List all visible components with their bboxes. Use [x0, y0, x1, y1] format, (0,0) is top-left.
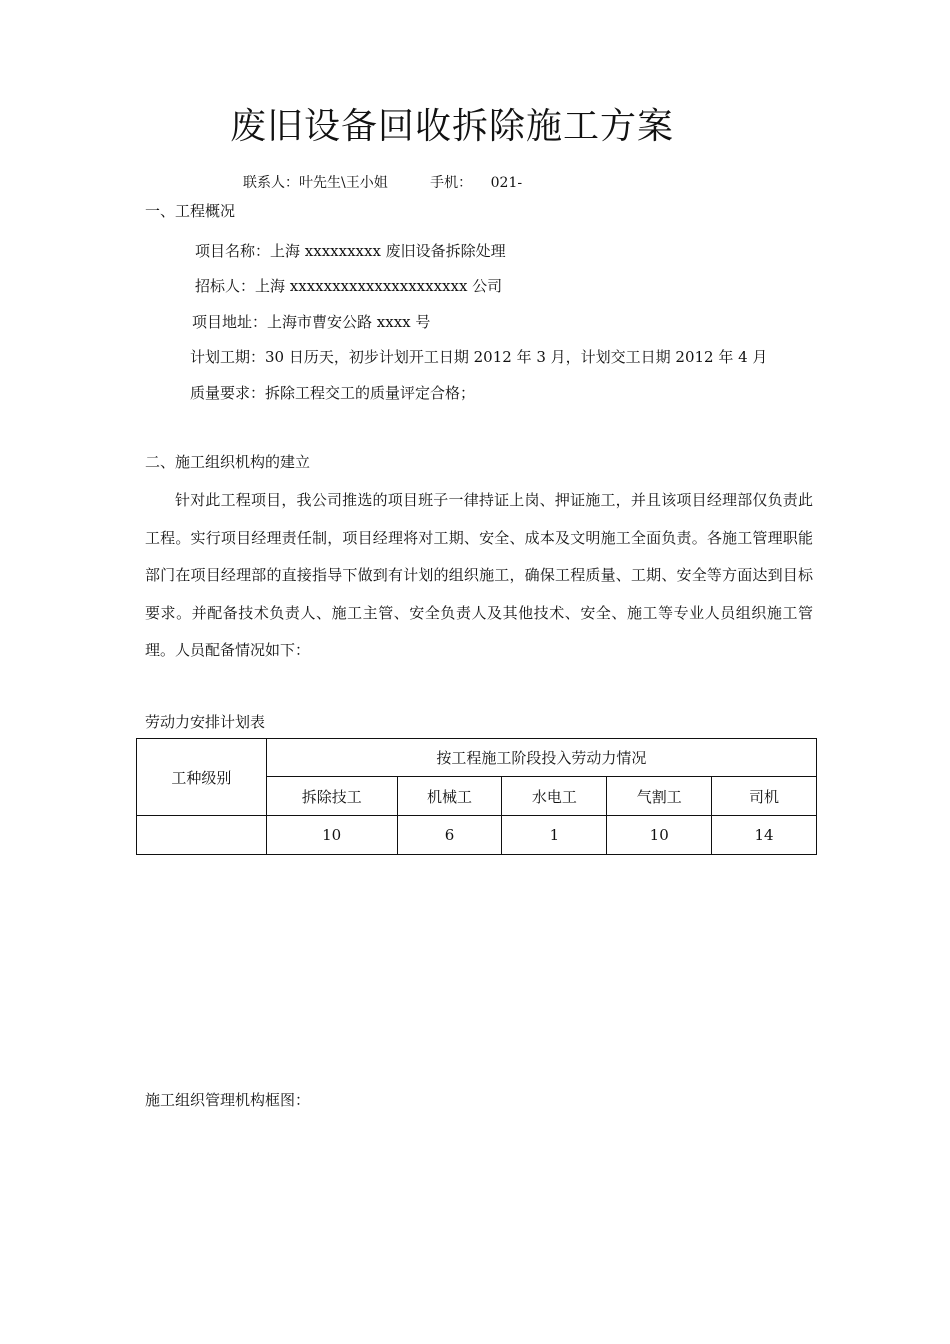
value-cell: 14	[712, 816, 817, 855]
column-header-cell: 水电工	[502, 777, 607, 816]
contact-line	[243, 172, 522, 192]
row-header-cell: 工种级别	[137, 739, 267, 816]
table-caption: 劳动力安排计划表	[145, 713, 266, 731]
value-cell: 10	[607, 816, 712, 855]
column-header-cell: 机械工	[397, 777, 502, 816]
project-name: 项目名称：上海 xxxxxxxxx 废旧设备拆除处理	[195, 242, 506, 260]
org-chart-caption: 施工组织管理机构框图：	[145, 1091, 311, 1109]
column-header-cell: 司机	[712, 777, 817, 816]
project-address: 项目地址：上海市曹安公路 xxxx 号	[192, 313, 431, 331]
planned-duration: 计划工期：30 日历天，初步计划开工日期 2012 年 3 月，计划交工日期 2012 年 4 月	[190, 348, 768, 366]
value-cell: 10	[266, 816, 397, 855]
tenderer: 招标人：上海 xxxxxxxxxxxxxxxxxxxxx 公司	[195, 277, 503, 295]
section1-heading: 一、工程概况	[145, 202, 236, 220]
column-header-cell: 拆除技工	[266, 777, 397, 816]
phone-label: 手机：	[430, 175, 473, 191]
document-title: 废旧设备回收拆除施工方案	[229, 106, 674, 147]
labor-plan-table	[136, 738, 817, 855]
value-cell: 1	[502, 816, 607, 855]
column-header-cell: 气割工	[607, 777, 712, 816]
group-header-cell: 按工程施工阶段投入劳动力情况	[266, 739, 816, 777]
section2-paragraph: 针对此工程项目，我公司推选的项目班子一律持证上岗、押证施工，并且该项目经理部仅负责此工程。实行项目经理责任制，项目经理将对工期、安全、成本及文明施工全面负责。各施工管理职能部门在项目经理部的直接指导下做到有计划的组织施工，确保工程质量、工期、安全等方面达到目标要求。并配备技术负责人、施工主管、安全负责人及其他技术、安全、施工等专业人员组织施工管理。人员配备情况如下：	[145, 491, 813, 659]
value-cell: 6	[397, 816, 502, 855]
contact-person: 联系人：叶先生\王小姐	[243, 175, 388, 191]
empty-cell	[137, 816, 267, 855]
phone-number: 021-	[490, 175, 523, 191]
quality-requirement: 质量要求：拆除工程交工的质量评定合格；	[190, 384, 476, 402]
section2-heading: 二、施工组织机构的建立	[145, 453, 311, 471]
